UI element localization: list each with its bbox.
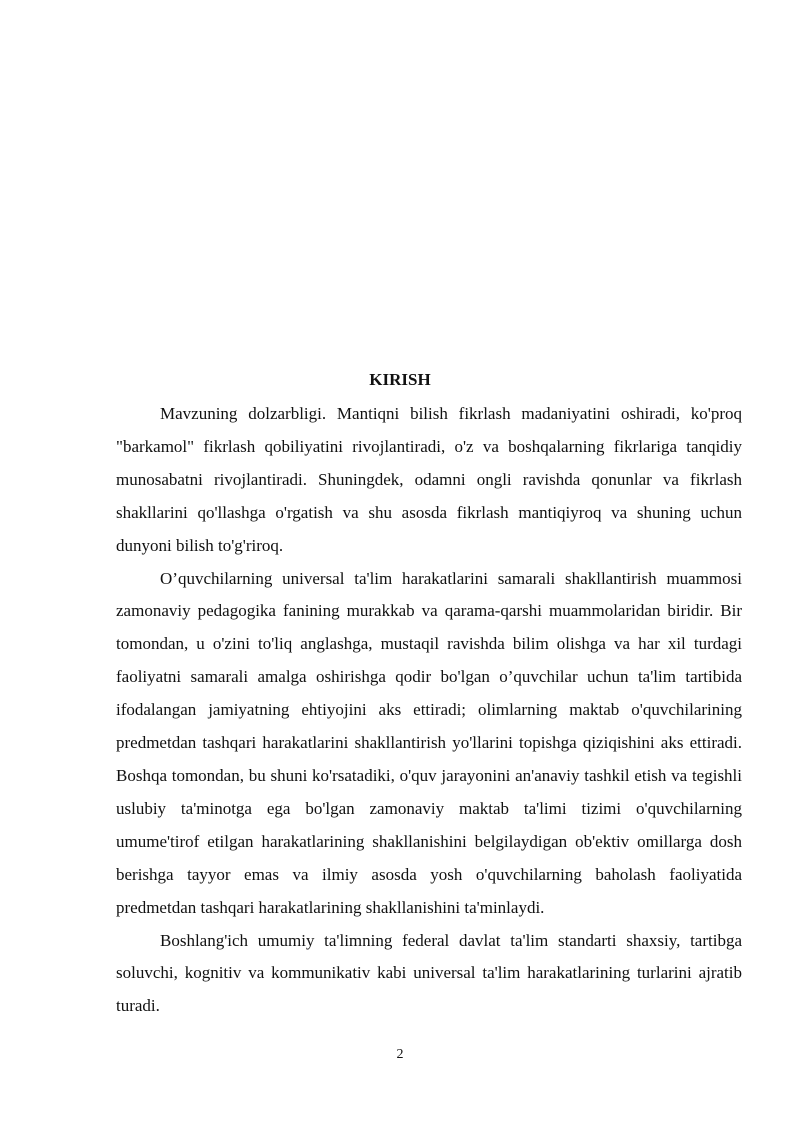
body-text: [116, 398, 742, 1023]
paragraph-relevance: Mavzuning dolzarbligi. Mantiqni bilish fikrlash madaniyatini oshiradi, ko'proq "barkamol" fikrlash qobiliyatini rivojlantiradi, o'z va boshqalarning fikrlariga tanqidiy munosabatni rivojlantiradi. Shuningdek, odamni ongli ravishda qonunlar va fikrlash shakllarini qo'llashga o'rgatish va shu asosda fikrlash mantiqiyroq va shuning uchun dunyoni bilish to'g'riroq.: [116, 404, 742, 555]
paragraph-learning-actions: O’quvchilarning universal ta'lim harakatlarini samarali shakllantirish muammosi zamonaviy pedagogika fanining murakkab va qarama-qarshi muammolaridan biridir. Bir tomondan, u o'zini to'liq anglashga, mustaqil ravishda bilim olishga va har xil turdagi faoliyatni samarali amalga oshirishga qodir bo'lgan o’quvchilar uchun ta'lim tartibida ifodalangan jamiyatning ehtiyojini aks ettiradi; olimlarning maktab o'quvchilarining predmetdan tashqari harakatlarini shakllantirish yo'llarini topishga qiziqishini aks ettiradi. Boshqa tomondan, bu shuni ko'rsatadiki, o'quv jarayonini an'anaviy tashkil etish va tegishli uslubiy ta'minotga ega bo'lgan zamonaviy maktab ta'limi tizimi o'quvchilarning umume'tirof etilgan harakatlarining shakllanishini belgilaydigan ob'ektiv omillarga dosh berishga tayyor emas va ilmiy asosda yosh o'quvchilarning baholash faoliyatida predmetdan tashqari harakatlarining shakllanishini ta'minlaydi.: [116, 568, 742, 917]
page-number: 2: [396, 1047, 404, 1062]
paragraph-standard: Boshlang'ich umumiy ta'limning federal davlat ta'lim standarti shaxsiy, tartibga soluvchi, kognitiv va kommunikativ kabi universal ta'lim harakatlarining turlarini ajratib turadi.: [116, 930, 742, 1016]
section-heading: KIRISH: [369, 370, 431, 389]
